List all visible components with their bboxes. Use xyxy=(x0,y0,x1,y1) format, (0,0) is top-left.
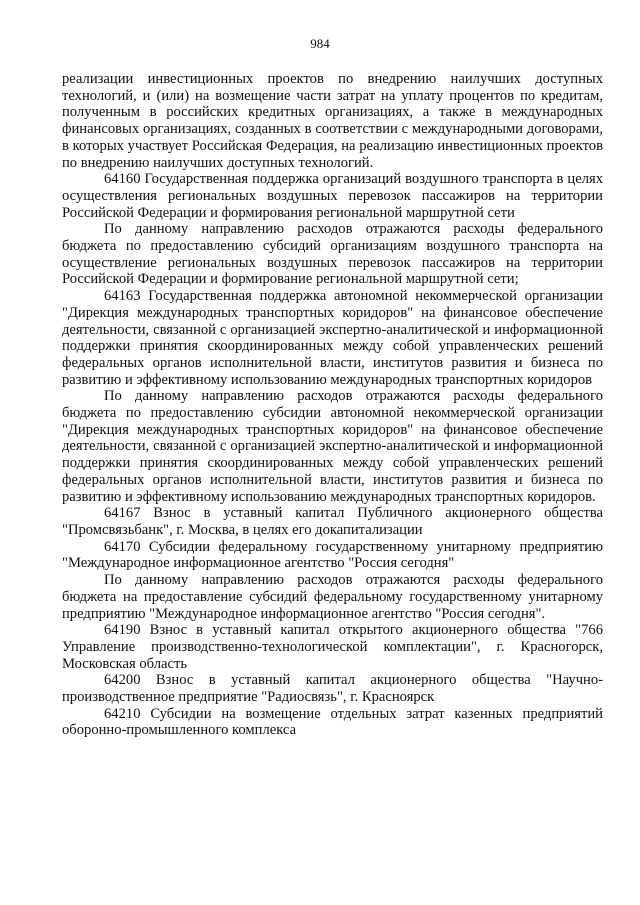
document-body xyxy=(62,71,603,739)
paragraph-5: По данному направлению расходов отражаются расходы федерального бюджета по предоставлению субсидии автономной некоммерческой организации "Дирекция международных транспортных коридоров" на финансовое обеспечение деятельности, связанной с организацией экспертно-аналитической и информационной поддержки принятия скоординированных между собой управленческих решений федеральных органов исполнительной власти, институтов развития и бизнеса по развитию и эффективному использованию международных транспортных коридоров. xyxy=(62,388,603,505)
paragraph-4: 64163 Государственная поддержка автономной некоммерческой организации "Дирекция международных транспортных коридоров" на финансовое обеспечение деятельности, связанной с организацией экспертно-аналитической и информационной поддержки принятия скоординированных между собой управленческих решений федеральных органов исполнительной власти, институтов развития и бизнеса по развитию и эффективному использованию международных транспортных коридоров xyxy=(62,288,603,388)
paragraph-6: 64167 Взнос в уставный капитал Публичного акционерного общества "Промсвязьбанк", г. Москва, в целях его докапитализации xyxy=(62,505,603,538)
paragraph-11: 64210 Субсидии на возмещение отдельных затрат казенных предприятий оборонно-промышленного комплекса xyxy=(62,705,603,739)
paragraph-3: По данному направлению расходов отражаются расходы федерального бюджета по предоставлению субсидий организациям воздушного транспорта на осуществление региональных воздушных перевозок пассажиров на территории Российской Федерации и формирование региональной маршрутной сети; xyxy=(62,221,603,288)
paragraph-10: 64200 Взнос в уставный капитал акционерного общества "Научно-производственное предприятие "Радиосвязь", г. Красноярск xyxy=(62,672,603,706)
page-number: 984 xyxy=(310,36,330,51)
paragraph-9: 64190 Взнос в уставный капитал открытого акционерного общества "766 Управление производственно-технологической комплектации", г. Красногорск, Московская область xyxy=(62,622,603,672)
paragraph-2: 64160 Государственная поддержка организаций воздушного транспорта в целях осуществления региональных воздушных перевозок пассажиров на территории Российской Федерации и формирования региональной маршрутной сети xyxy=(62,171,603,221)
paragraph-1: реализации инвестиционных проектов по внедрению наилучших доступных технологий, и (или) на возмещение части затрат на уплату процентов по кредитам, полученным в российских кредитных организациях, а также в международных финансовых организациях, созданных в соответствии с международными договорами, в которых участвует Российская Федерация, на реализацию инвестиционных проектов по внедрению наилучших доступных технологий. xyxy=(62,71,603,171)
paragraph-8: По данному направлению расходов отражаются расходы федерального бюджета на предоставление субсидий федеральному государственному унитарному предприятию "Международное информационное агентство "Россия сегодня". xyxy=(62,572,603,622)
paragraph-7: 64170 Субсидии федеральному государственному унитарному предприятию "Международное информационное агентство "Россия сегодня" xyxy=(62,538,603,572)
